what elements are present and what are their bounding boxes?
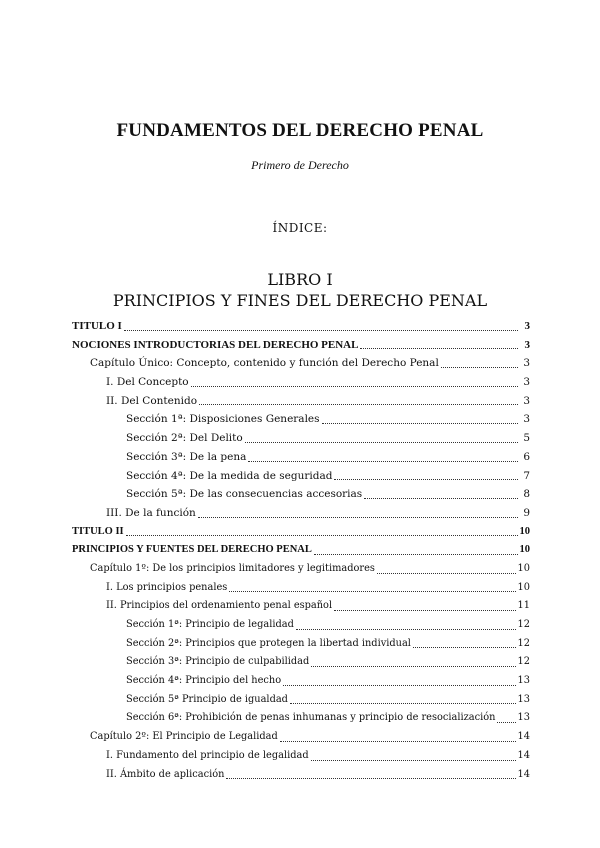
toc-entry-page: 5 (523, 432, 530, 445)
toc-entry-label: Sección 6ª: Prohibición de penas inhumanas y principio de resocialización (126, 712, 496, 724)
toc-entry-page: 10 (517, 562, 530, 574)
toc-entry-label: Capítulo Único: Concepto, contenido y función del Derecho Penal (90, 357, 439, 370)
toc-entry[interactable] (72, 728, 530, 747)
toc-dot-leader (311, 665, 515, 667)
toc-dot-leader (314, 553, 518, 555)
toc-dot-leader (126, 534, 518, 536)
toc-entry-label: II. Ámbito de aplicación (106, 768, 225, 780)
toc-entry[interactable] (72, 504, 530, 523)
toc-entry[interactable] (72, 410, 530, 429)
toc-entry-label: I. Del Concepto (106, 376, 189, 389)
toc-entry-page: 3 (523, 376, 530, 389)
toc-entry-label: Sección 2ª: Principios que protegen la libertad individual (126, 637, 411, 649)
toc-dot-leader (413, 646, 516, 648)
toc-entry[interactable] (72, 336, 530, 355)
toc-entry-label: Sección 5ª: De las consecuencias accesorias (126, 488, 363, 501)
toc-dot-leader (377, 572, 516, 574)
toc-entry-page: 14 (517, 731, 530, 743)
toc-entry-label: Sección 3ª: Principio de culpabilidad (126, 656, 310, 668)
toc-dot-leader (199, 403, 518, 405)
book-label: LIBRO I (267, 270, 333, 289)
toc-entry-label: Sección 1ª: Principio de legalidad (126, 619, 294, 630)
toc-entry-label: Sección 4ª: Principio del hecho (126, 675, 282, 687)
toc-dot-leader (280, 740, 516, 742)
toc-entry[interactable] (72, 485, 530, 504)
toc-entry[interactable] (72, 766, 530, 785)
toc-entry[interactable] (72, 317, 530, 336)
toc-dot-leader (198, 516, 518, 518)
toc-entry[interactable] (72, 709, 530, 728)
toc-entry-label: NOCIONES INTRODUCTORIAS DEL DERECHO PENAL (72, 338, 359, 351)
toc-entry-page: 12 (517, 619, 530, 630)
toc-dot-leader (311, 759, 516, 761)
toc-entry-page: 13 (517, 675, 530, 687)
toc-entry-page: 3 (523, 394, 530, 407)
toc-entry-page: 11 (517, 600, 530, 612)
toc-entry-label: II. Principios del ordenamiento penal español (106, 600, 333, 612)
toc-entry[interactable] (72, 541, 530, 560)
toc-entry-page: 12 (517, 656, 530, 668)
toc-entry-label: III. De la función (106, 506, 196, 519)
toc-entry-page: 10 (519, 544, 530, 556)
toc-entry-label: TITULO II (72, 525, 124, 537)
toc-entry[interactable] (72, 392, 530, 411)
toc-entry-page: 8 (523, 488, 530, 501)
toc-entry-page: 3 (523, 357, 530, 370)
toc-dot-leader (497, 721, 515, 723)
toc-entry-label: I. Fundamento del principio de legalidad (106, 749, 309, 761)
toc-entry-page: 13 (517, 712, 530, 724)
toc-dot-leader (334, 478, 518, 480)
document-title: FUNDAMENTOS DEL DERECHO PENAL (116, 120, 484, 141)
toc-entry-page: 14 (517, 768, 530, 780)
toc-entry-page: 3 (523, 413, 530, 426)
toc-dot-leader (360, 347, 518, 349)
toc-entry-page: 12 (517, 637, 530, 649)
toc-dot-leader (334, 609, 515, 611)
toc-dot-leader (229, 590, 515, 592)
toc-entry-page: 3 (524, 338, 530, 351)
toc-entry[interactable] (72, 597, 530, 616)
toc-entry-label: Sección 4ª: De la medida de seguridad (126, 469, 333, 482)
document-subtitle: Primero de Derecho (251, 158, 349, 172)
toc-entry[interactable] (72, 354, 530, 373)
toc-entry-page: 7 (523, 469, 530, 482)
toc-entry-label: Sección 3ª: De la pena (126, 450, 247, 463)
toc-entry[interactable] (72, 467, 530, 486)
toc-entry-label: Sección 1ª: Disposiciones Generales (126, 413, 320, 426)
toc-entry[interactable] (72, 672, 530, 691)
toc-entry-page: 13 (517, 693, 530, 705)
toc-entry[interactable] (72, 373, 530, 392)
toc-entry[interactable] (72, 523, 530, 542)
toc-dot-leader (226, 777, 515, 779)
toc-dot-leader (248, 460, 518, 462)
toc-dot-leader (191, 385, 518, 387)
toc-entry[interactable] (72, 747, 530, 766)
toc-entry-label: Sección 5ª Principio de igualdad (126, 693, 288, 705)
toc-dot-leader (322, 422, 518, 424)
toc-entry-label: Sección 2ª: Del Delito (126, 432, 243, 445)
book-title: PRINCIPIOS Y FINES DEL DERECHO PENAL (112, 291, 488, 310)
toc-dot-leader (245, 441, 518, 443)
toc-entry-page: 10 (519, 525, 530, 537)
toc-entry[interactable] (72, 448, 530, 467)
toc-entry-label: TITULO I (72, 320, 122, 332)
toc-entry-page: 3 (524, 320, 530, 332)
toc-entry-label: II. Del Contenido (106, 394, 198, 407)
toc-entry[interactable] (72, 653, 530, 672)
toc-entry-page: 9 (523, 506, 530, 519)
toc-dot-leader (364, 497, 518, 499)
toc-dot-leader (283, 684, 515, 686)
toc-entry-label: I. Los principios penales (106, 581, 228, 593)
toc-entry-page: 10 (517, 581, 530, 593)
toc-entry-page: 14 (517, 749, 530, 761)
index-heading: ÍNDICE: (272, 221, 328, 235)
toc-entry[interactable] (72, 616, 530, 635)
toc-dot-leader (290, 702, 516, 704)
toc-entry-page: 6 (523, 450, 530, 463)
toc-entry[interactable] (72, 579, 530, 598)
table-of-contents (72, 317, 530, 784)
toc-entry[interactable] (72, 635, 530, 654)
toc-dot-leader (124, 329, 518, 331)
toc-entry-label: PRINCIPIOS Y FUENTES DEL DERECHO PENAL (72, 544, 312, 556)
toc-entry[interactable] (72, 691, 530, 710)
toc-entry-label: Capítulo 1º: De los principios limitadores y legitimadores (90, 562, 375, 574)
toc-dot-leader (441, 366, 518, 368)
toc-entry[interactable] (72, 560, 530, 579)
toc-entry-label: Capítulo 2º: El Principio de Legalidad (90, 731, 278, 743)
toc-entry[interactable] (72, 429, 530, 448)
toc-dot-leader (296, 628, 516, 630)
